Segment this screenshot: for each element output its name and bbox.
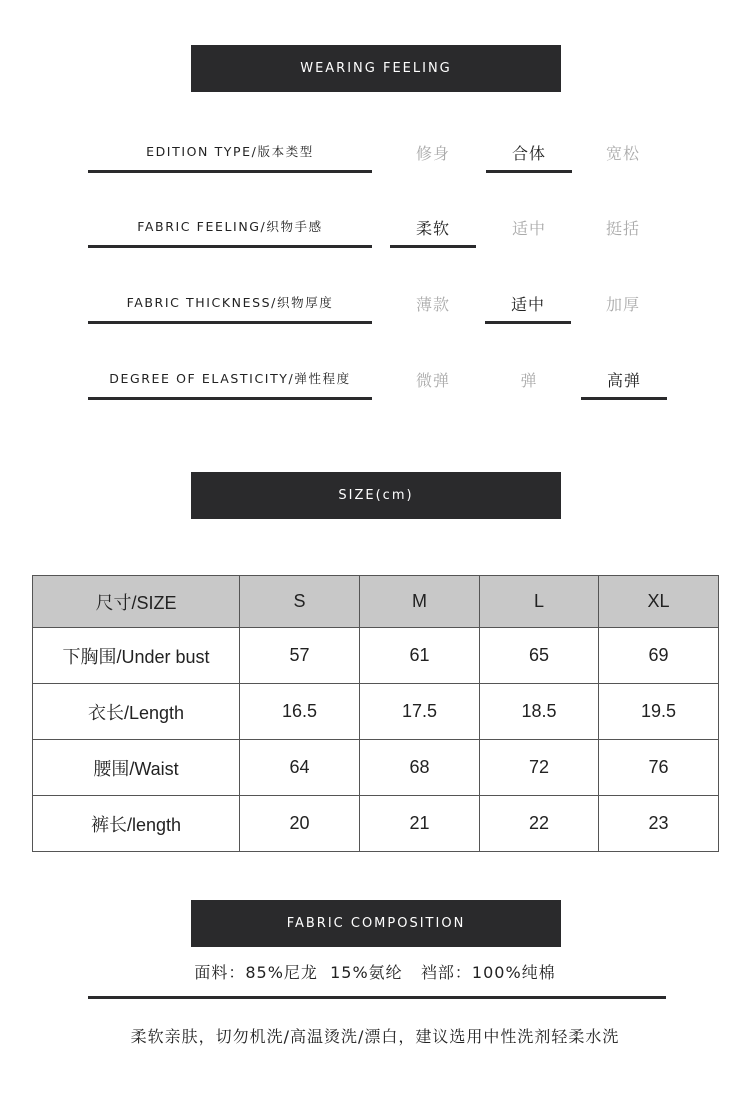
- table-row: [33, 628, 719, 684]
- thickness-option-thin: 薄款: [415, 295, 450, 314]
- row-label: 腰围/Waist: [33, 740, 240, 796]
- fabric-composition-banner: [191, 900, 561, 947]
- cell-value: 16.5: [240, 684, 360, 740]
- table-row: [33, 740, 719, 796]
- row-label: 下胸围/Under bust: [33, 628, 240, 684]
- divider: [88, 996, 666, 999]
- table-row: [33, 684, 719, 740]
- header-m: M: [360, 576, 480, 628]
- header-l: L: [480, 576, 599, 628]
- cell-value: 19.5: [599, 684, 719, 740]
- cell-value: 65: [480, 628, 599, 684]
- edition-type-label: EDITION TYPE/版本类型: [88, 144, 372, 173]
- feeling-option-soft: 柔软: [390, 219, 476, 248]
- elasticity-option-high: 高弹: [581, 371, 667, 400]
- feeling-option-medium: 适中: [511, 219, 546, 238]
- elasticity-option-stretch: 弹: [520, 371, 538, 390]
- wearing-feeling-banner: [191, 45, 561, 92]
- size-title: SIZE(cm): [338, 488, 414, 503]
- header-s: S: [240, 576, 360, 628]
- cell-value: 57: [240, 628, 360, 684]
- thickness-option-medium: 适中: [485, 295, 571, 324]
- cell-value: 18.5: [480, 684, 599, 740]
- header-size-label: 尺寸/SIZE: [33, 576, 240, 628]
- cell-value: 68: [360, 740, 480, 796]
- cell-value: 76: [599, 740, 719, 796]
- edition-option-slim: 修身: [415, 144, 450, 163]
- header-xl: XL: [599, 576, 719, 628]
- fabric-thickness-label: FABRIC THICKNESS/织物厚度: [88, 295, 372, 324]
- row-label: 衣长/Length: [33, 684, 240, 740]
- cell-value: 20: [240, 796, 360, 852]
- size-banner: [191, 472, 561, 519]
- cell-value: 17.5: [360, 684, 480, 740]
- cell-value: 61: [360, 628, 480, 684]
- thickness-option-thick: 加厚: [605, 295, 640, 314]
- cell-value: 23: [599, 796, 719, 852]
- edition-option-loose: 宽松: [605, 144, 640, 163]
- edition-option-regular: 合体: [486, 144, 572, 173]
- size-table: [32, 575, 719, 852]
- cell-value: 22: [480, 796, 599, 852]
- cell-value: 69: [599, 628, 719, 684]
- feeling-option-crisp: 挺括: [605, 219, 640, 238]
- care-instructions: 柔软亲肤，切勿机洗/高温烫洗/漂白，建议选用中性洗剂轻柔水洗: [130, 1027, 620, 1046]
- table-row: [33, 796, 719, 852]
- size-table-header: [33, 576, 719, 628]
- composition-text: 面料：85%尼龙 15%氨纶 裆部：100%纯棉: [194, 963, 556, 982]
- wearing-feeling-title: WEARING FEELING: [300, 61, 452, 76]
- row-label: 裤长/length: [33, 796, 240, 852]
- elasticity-option-slight: 微弹: [415, 371, 450, 390]
- elasticity-label: DEGREE OF ELASTICITY/弹性程度: [88, 371, 372, 400]
- fabric-composition-title: FABRIC COMPOSITION: [286, 916, 466, 931]
- cell-value: 72: [480, 740, 599, 796]
- fabric-feeling-label: FABRIC FEELING/织物手感: [88, 219, 372, 248]
- cell-value: 64: [240, 740, 360, 796]
- cell-value: 21: [360, 796, 480, 852]
